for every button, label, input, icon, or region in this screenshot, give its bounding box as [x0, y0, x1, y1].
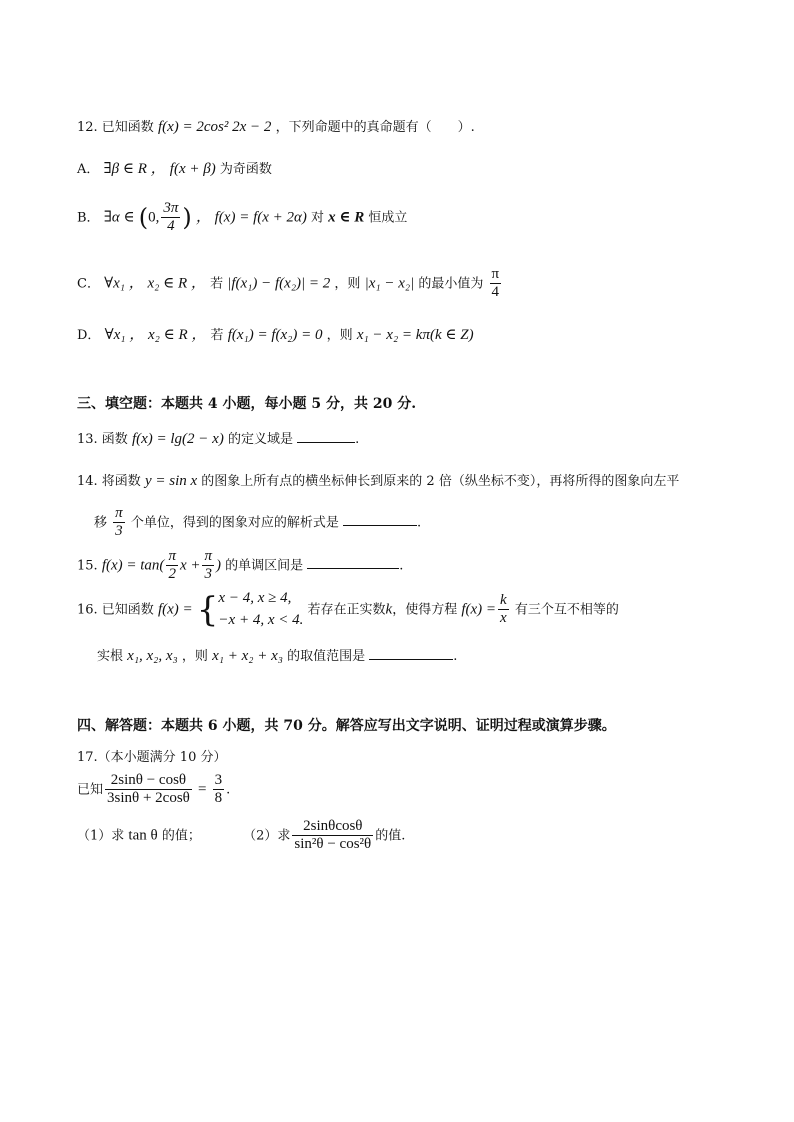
frac-den: 3	[115, 523, 123, 540]
q15-expr-pre: f(x) = tan(	[101, 557, 165, 574]
q15-end: .	[399, 558, 404, 574]
frac-num: π	[490, 266, 502, 284]
q16-roots: x₁, x₂, x₃	[127, 648, 178, 664]
frac-den: 3sinθ + 2cosθ	[107, 790, 190, 807]
option-c-if: 若	[210, 276, 224, 292]
q14-number: 14. 将函数	[77, 474, 141, 489]
q16-number: 16. 已知函数	[77, 602, 154, 618]
q16-line2-mid: ，则	[181, 649, 208, 664]
frac-den: 4	[491, 284, 500, 301]
q17-fraction	[105, 772, 192, 808]
option-a-expr2: f(x + β)	[169, 161, 216, 177]
option-b-expr3: x ∈ R	[328, 209, 365, 226]
q16-equation: f(x) =	[461, 601, 497, 618]
q15-number: 15.	[77, 558, 98, 574]
q14-line2-pre: 移	[94, 515, 108, 531]
frac-num: π	[166, 548, 178, 566]
q14-line1-tail: 的图象上所有点的横坐标伸长到原来的 2 倍（纵坐标不变），再将所得的图象向左平	[201, 474, 680, 489]
question-17-given	[77, 772, 230, 808]
answer-blank	[307, 554, 399, 569]
frac-num: 3π	[161, 200, 180, 218]
q17-part1-expr: tan θ	[128, 827, 158, 844]
option-b-expr2: ， f(x) = f(x + 2α)	[195, 209, 307, 226]
q16-mid: 若存在正实数	[307, 602, 386, 618]
q12-number: 12. 已知函数	[77, 120, 154, 135]
frac-den: 2	[168, 566, 176, 583]
option-d-expr3: x₁ − x₂ = kπ(k ∈ Z)	[356, 327, 474, 343]
frac-num: 3	[213, 772, 225, 790]
option-c-expr1: ∀x₁ ， x₂ ∈ R ，	[104, 275, 206, 292]
q15-tail: 的单调区间是	[225, 558, 304, 574]
q16-line2-tail: 的取值范围是	[287, 649, 366, 664]
q14-function: y = sin x	[144, 473, 198, 489]
option-d-expr1: ∀x₁ ， x₂ ∈ R ，	[104, 327, 207, 343]
frac-num: k	[498, 592, 509, 610]
option-c-expr3: |x₁ − x₂|	[364, 275, 415, 292]
option-c-label: C．	[77, 276, 100, 292]
option-c-expr2: |f(x₁) − f(x₂)| = 2	[227, 275, 331, 292]
frac-den: 4	[167, 218, 175, 235]
q17-part1-label: （1）求	[77, 828, 125, 844]
q12-option-d	[77, 326, 474, 344]
q13-tail: 的定义域是	[227, 432, 293, 447]
q14-end: .	[416, 515, 422, 531]
option-b-tail: 恒成立	[368, 210, 408, 226]
q16-mid2: ，使得方程	[392, 602, 458, 618]
frac-num: π	[202, 548, 214, 566]
q17-rhs-fraction	[213, 772, 225, 808]
q12-function: f(x) = 2cos² 2x − 2	[157, 119, 272, 135]
section-4-heading: 四、解答题：本题共 6 小题，共 70 分。解答应写出文字说明、证明过程或演算步骤。	[77, 718, 616, 734]
q16-cases	[218, 588, 303, 632]
option-a-expr: ∃β ∈ R ，	[103, 161, 166, 177]
q13-number: 13. 函数	[77, 432, 128, 447]
q15-fraction-2	[202, 548, 214, 584]
question-17-header: 17.（本小题满分 10 分）	[77, 750, 227, 765]
frac-num: 2sinθcosθ	[292, 818, 373, 836]
q14-fraction	[113, 505, 125, 541]
q15-expr-post: )	[216, 557, 221, 574]
question-14-line-1	[77, 472, 679, 490]
q16-k: k	[385, 601, 393, 618]
q16-case-2: −x + 4, x < 4.	[218, 611, 304, 628]
option-b-label: B．	[77, 210, 100, 226]
answer-blank	[369, 645, 453, 660]
option-d-label: D．	[77, 328, 101, 343]
question-17-parts	[77, 818, 405, 854]
q17-part2-tail: 的值.	[375, 828, 406, 844]
left-paren: (	[138, 203, 149, 232]
option-c-min: 的最小值为	[418, 276, 484, 292]
q16-tail: 有三个互不相等的	[514, 602, 619, 618]
q16-line2-pre: 实根	[97, 649, 124, 664]
q17-part2-label: （2）求	[243, 828, 291, 844]
question-13	[77, 428, 359, 448]
frac-den: x	[500, 610, 507, 627]
q17-equals: =	[198, 781, 207, 798]
q12-stem	[77, 118, 475, 136]
option-c-then: ，则	[334, 276, 361, 292]
frac-den: 8	[214, 790, 223, 807]
q17-given-label: 已知	[77, 782, 104, 798]
frac-num: 2sinθ − cosθ	[105, 772, 192, 790]
q14-line2-tail: 个单位，得到的图象对应的解析式是	[130, 515, 339, 531]
brace-icon: {	[196, 589, 219, 630]
q13-end: .	[355, 432, 360, 447]
q17-end: .	[226, 782, 231, 798]
q15-fraction-1	[166, 548, 178, 584]
q12-option-a	[77, 160, 272, 178]
frac-den: sin²θ − cos²θ	[294, 836, 372, 853]
q12-stem-tail: ，下列命题中的真命题有（ ）.	[275, 120, 475, 135]
option-b-expr1: ∃α ∈	[103, 209, 135, 226]
right-paren: )	[182, 203, 192, 232]
answer-blank	[343, 511, 417, 526]
question-16-line-2	[97, 645, 457, 665]
option-d-expr2: f(x₁) = f(x₂) = 0	[227, 327, 323, 343]
option-b-fraction	[161, 200, 180, 236]
question-14-line-2	[94, 505, 421, 541]
option-d-if: 若	[210, 328, 224, 343]
q13-function: f(x) = lg(2 − x)	[131, 431, 224, 447]
frac-den: 3	[204, 566, 212, 583]
q17-part1-tail: 的值；	[161, 828, 201, 844]
option-a-tail: 为奇函数	[219, 162, 272, 177]
q12-option-b	[77, 200, 407, 236]
question-15	[77, 548, 403, 584]
answer-blank	[297, 428, 355, 443]
question-16-line-1	[77, 588, 619, 632]
q16-case-1: x − 4, x ≥ 4,	[218, 590, 292, 606]
option-b-interval-left: 0,	[148, 209, 160, 226]
q12-option-c	[77, 266, 503, 302]
option-d-then: ，则	[326, 328, 353, 343]
option-c-fraction	[490, 266, 502, 302]
option-a-label: A．	[77, 162, 100, 177]
q15-mid: x +	[179, 557, 201, 574]
q16-fraction	[498, 592, 509, 628]
section-3-heading: 三、填空题：本题共 4 小题，每小题 5 分，共 20 分.	[77, 396, 417, 412]
q16-end: .	[453, 649, 458, 664]
option-b-mid: 对	[311, 210, 325, 226]
frac-num: π	[113, 505, 125, 523]
q16-sum: x₁ + x₂ + x₃	[212, 648, 283, 664]
q17-part2-fraction	[292, 818, 373, 854]
q16-function: f(x) =	[157, 601, 193, 618]
